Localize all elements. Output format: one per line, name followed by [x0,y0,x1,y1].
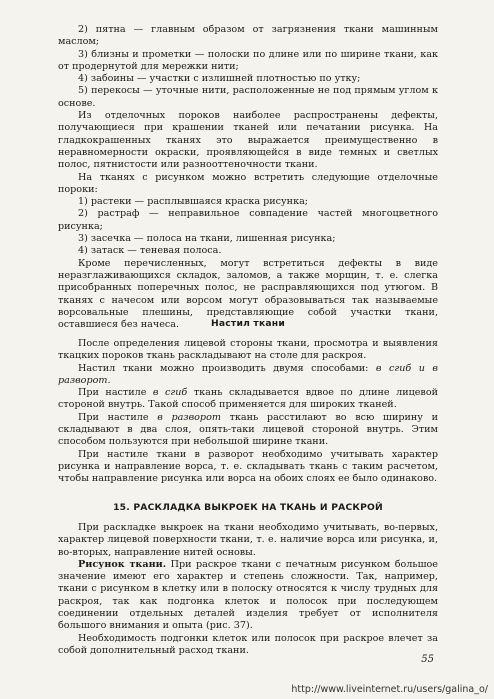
text-span: ткань складывается вдвое по длине лицевой стороной внутрь. Такой способ применяется для широких тканей. [58,387,439,411]
list-item: 4) затаск — теневая полоса. [78,245,222,257]
paragraph [58,387,438,412]
list-item: 4) забоины — участки с излишней плотностью по утку; [78,73,361,85]
list-item: 5) перекосы — уточные нити, расположенные не под прямым углом к основе. [58,85,438,109]
paragraph: На тканях с рисунком можно встретить следующие отделочные пороки: [58,171,438,195]
text-span: При настиле [78,387,147,399]
defects-list-weaving [58,24,438,331]
section-heading-raskladka: 15. РАСКЛАДКА ВЫКРОЕК НА ТКАНЬ И РАСКРОЙ [113,502,383,513]
paragraph [58,559,438,633]
paragraph: Кроме перечисленных, могут встретиться дефекты в виде неразглаживающихся складок, заломов, а также морщин, т. е. слегка присобранных поперечных полос, не расправляющихся под утюгом. В тканях с начесом или ворсом могут образовываться так называемые ворсовальные плешины, представляющие собой участки ткани, оставшиеся без начеса. [58,257,438,331]
nastil-section [58,338,438,486]
text-span: ткань расстилают во всю ширину и складывают в два слоя, опять-таки лицевой стороной внутрь. Этим способом пользуются при небольшой ширине ткани. [58,411,438,448]
paragraph: Необходимость подгонки клеток или полосок при раскрое влечет за собой дополнительный расход ткани. [58,632,438,656]
raskladka-section [58,522,438,657]
text-span: При настиле [78,411,149,423]
page-number: 55 [421,654,434,665]
emphasis: в разворот [157,411,221,423]
text-span: При раскрое ткани с печатным рисунком большое значение имеют его характер и степень сложности. Так, например, ткани с рисунком в клетку или в полоску относятся к числу трудных для раскроя, так как подгонка клеток и полосок при последующем соединении отдельных деталей изделия требует от исполнителя большого внимания и опыта (рис. 37). [58,558,438,632]
section-heading-nastil: Настил ткани [211,318,285,329]
paragraph: Из отделочных пороков наиболее распространены дефекты, получающиеся при крашении тканей или печатании рисунка. На гладкокрашенных тканях это выражается преимущественно в неравномерности окраски, проявляющейся в виде темных и светлых полос, пятнистости или разнооттеночности ткани. [58,110,438,171]
text-span: Настил ткани можно производить двумя способами: [78,362,369,374]
paragraph [58,412,438,449]
source-url: http://www.liveinternet.ru/users/galina_o/ [291,684,488,695]
paragraph: После определения лицевой стороны ткани, просмотра и выявления ткацких пороков ткань раскладывают на столе для раскроя. [58,338,438,362]
list-item: 3) засечка — полоса на ткани, лишенная рисунка; [78,233,336,245]
paragraph: При раскладке выкроек на ткани необходимо учитывать, во-первых, характер лицевой поверхности ткани, т. е. наличие ворса или рисунка, и, во-вторых, направление нитей основы. [58,522,438,558]
emphasis: в сгиб [152,387,188,399]
paragraph [58,363,438,388]
list-item: 3) близны и прометки — полоски по длине или по ширине ткани, как от продернутой для мережки нити; [58,48,438,72]
bold-term: Рисунок ткани. [78,558,167,570]
paragraph: При настиле ткани в разворот необходимо учитывать характер рисунка и направление ворса, т. е. складывать ткань с таким расчетом, чтобы направление рисунка или ворса на обоих слоях ее было одинаково. [58,448,438,485]
list-item: 2) пятна — главным образом от загрязнения ткани машинным маслом; [58,24,438,48]
emphasis: в сгиб и в разворот. [58,362,438,386]
list-item: 1) растеки — расплывшаяся краска рисунка; [78,196,309,208]
list-item: 2) растраф — неправильное совпадение частей многоцветного рисунка; [58,208,438,232]
